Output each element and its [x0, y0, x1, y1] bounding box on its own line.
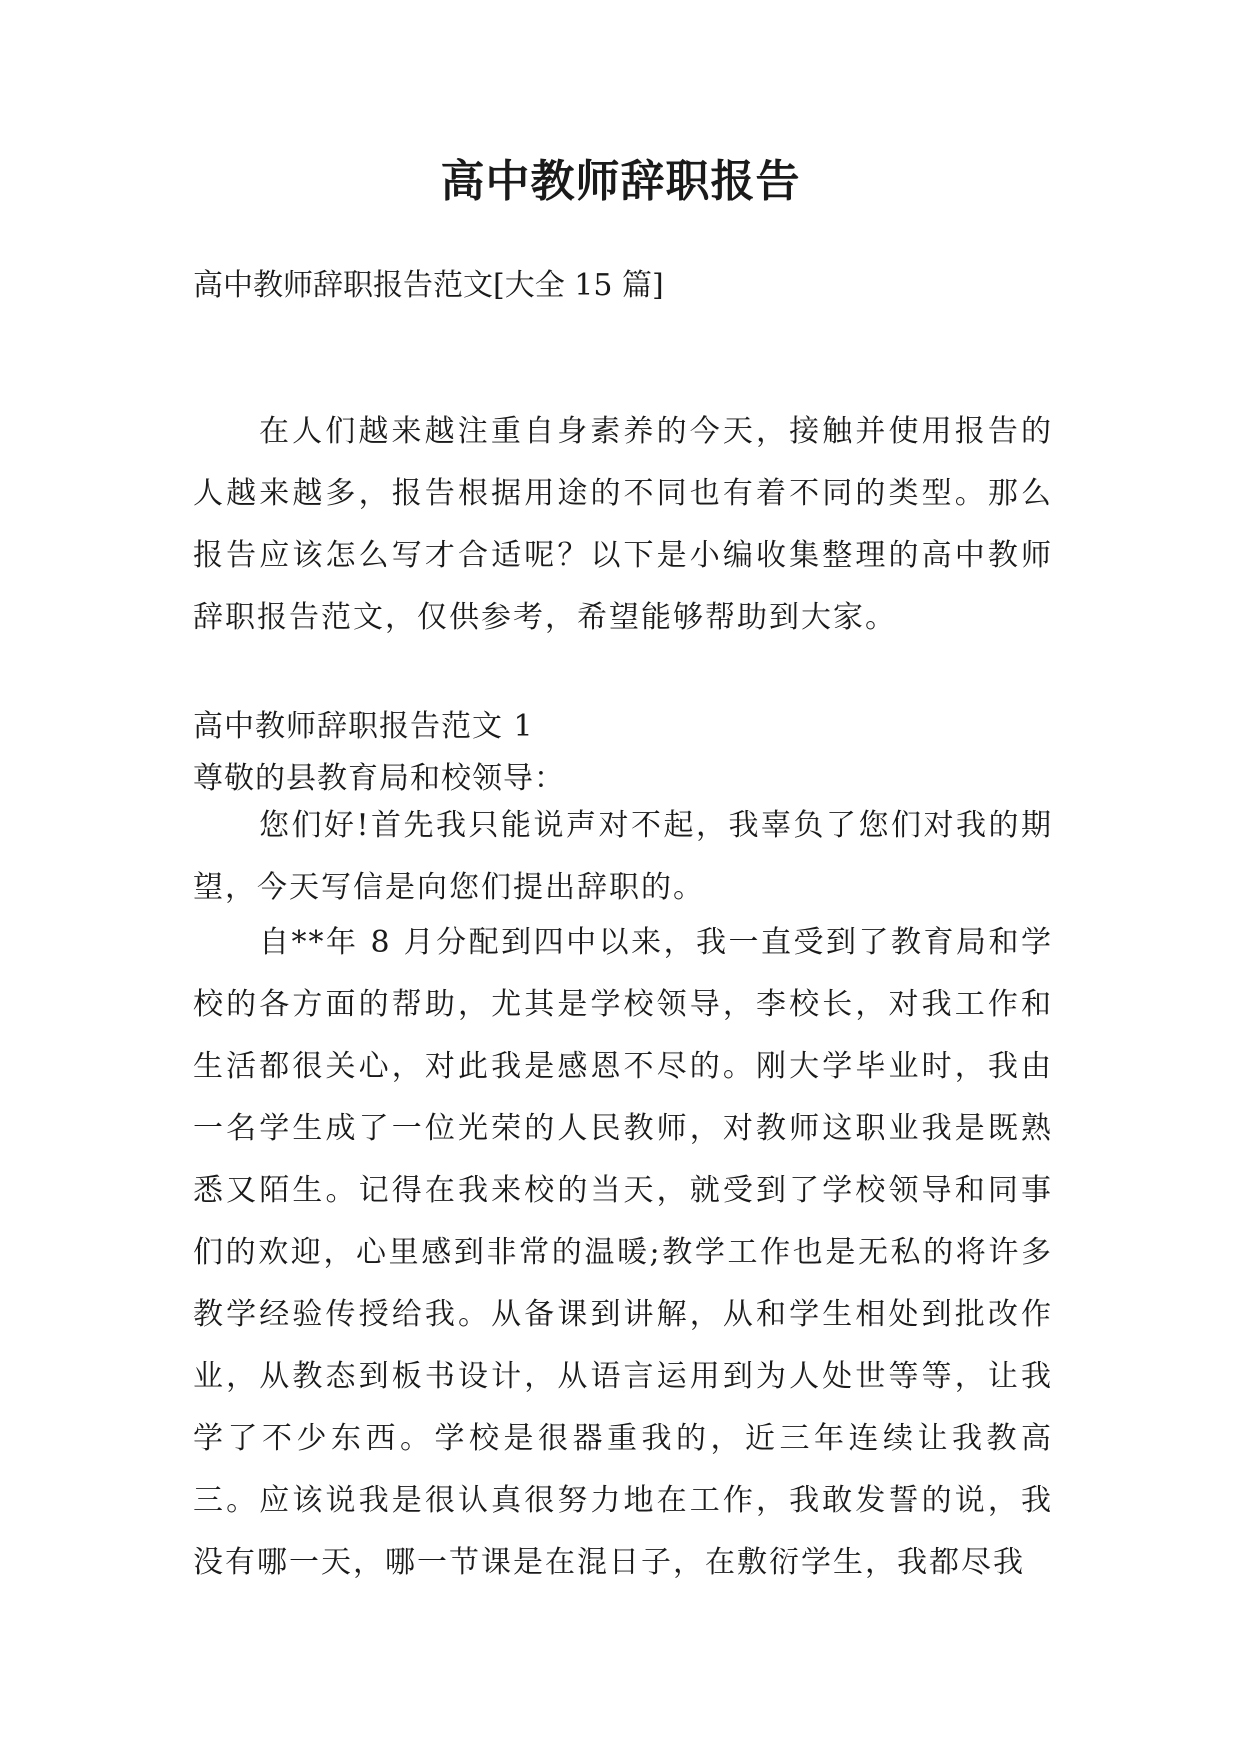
body-paragraph: 您们好!首先我只能说声对不起，我辜负了您们对我的期望，今天写信是向您们提出辞职的。	[193, 808, 1053, 905]
intro-paragraph: 在人们越来越注重自身素养的今天，接触并使用报告的人越来越多，报告根据用途的不同也有着不同的类型。那么报告应该怎么写才合适呢？以下是小编收集整理的高中教师辞职报告范文，仅供参考，希望能够帮助到大家。	[193, 414, 1053, 635]
document-title: 高中教师辞职报告	[440, 156, 801, 207]
salutation: 尊敬的县教育局和校领导：	[193, 761, 565, 796]
document-subtitle: 高中教师辞职报告范文[大全 15 篇]	[193, 268, 664, 303]
section-heading: 高中教师辞职报告范文 1	[193, 709, 534, 744]
body-paragraph: 自**年 8 月分配到四中以来，我一直受到了教育局和学校的各方面的帮助，尤其是学校领导，李校长，对我工作和生活都很关心，对此我是感恩不尽的。刚大学毕业时，我由一名学生成了一位光荣的人民教师，对教师这职业我是既熟悉又陌生。记得在我来校的当天，就受到了学校领导和同事们的欢迎，心里感到非常的温暖;教学工作也是无私的将许多教学经验传授给我。从备课到讲解，从和学生相处到批改作业，从教态到板书设计，从语言运用到为人处世等等，让我学了不少东西。学校是很器重我的，近三年连续让我教高三。应该说我是很认真很努力地在工作，我敢发誓的说，我没有哪一天，哪一节课是在混日子，在敷衍学生，我都尽我	[193, 925, 1053, 1580]
